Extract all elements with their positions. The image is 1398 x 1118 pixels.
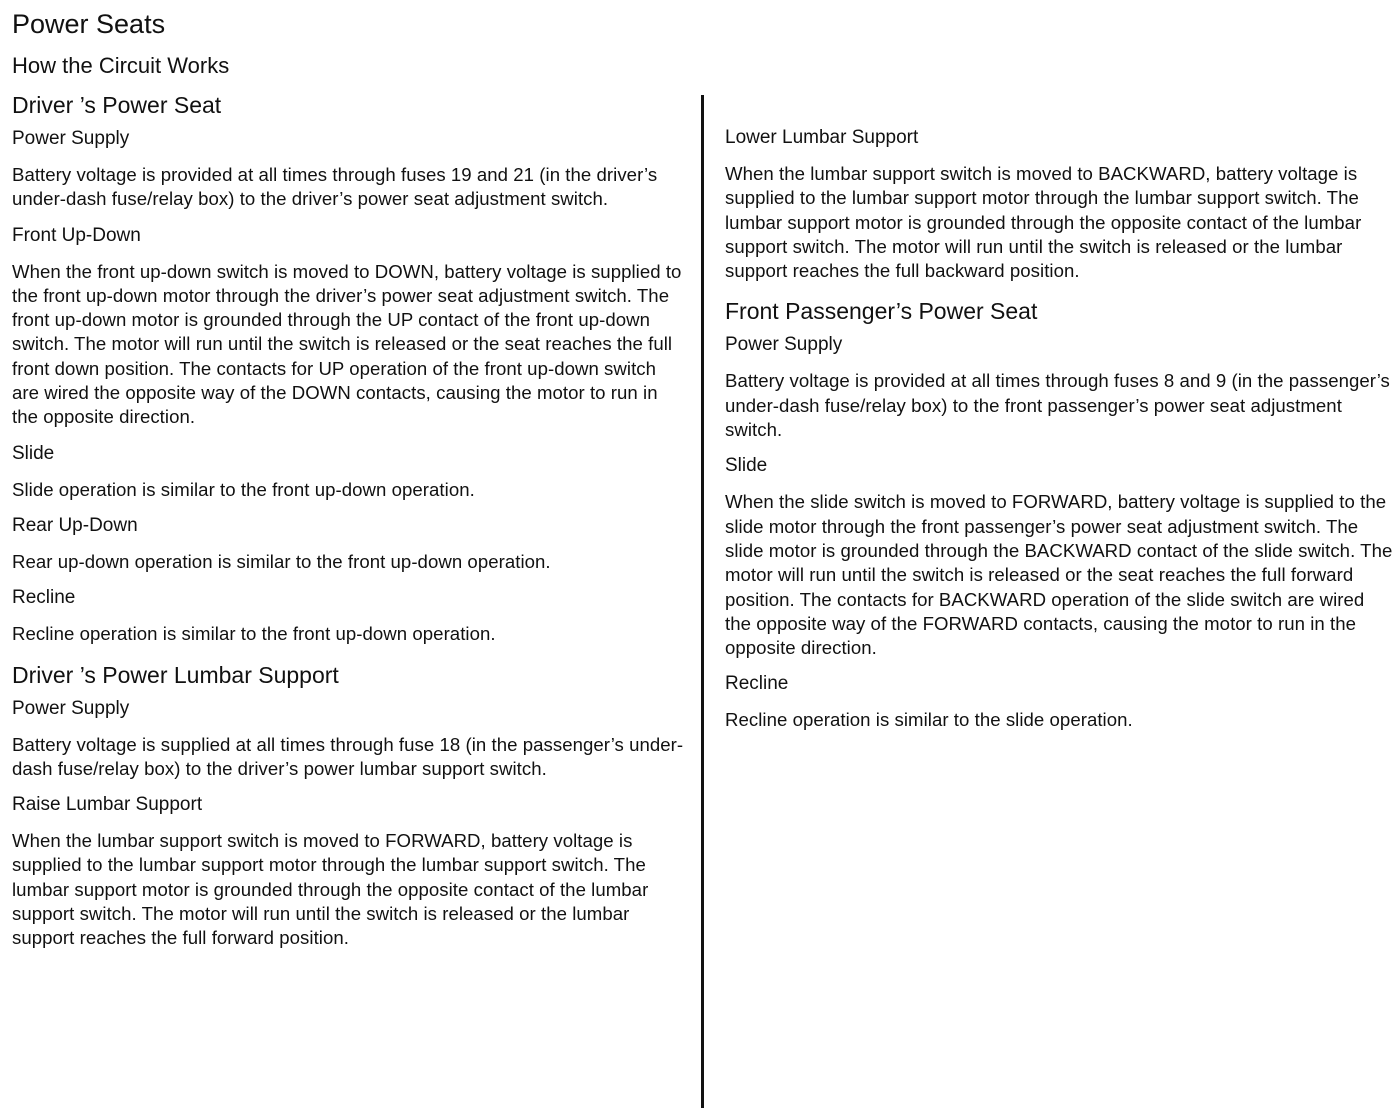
section-drivers-power-lumbar [12,659,687,951]
paragraph-passenger-power-supply: Battery voltage is provided at all times through fuses 8 and 9 (in the passenger’s under-dash fuse/relay box) to the front passenger’s power seat adjustment switch. [725,370,1390,441]
subheading-passenger-recline: Recline [725,673,789,695]
paragraph-power-supply: Battery voltage is provided at all times through fuses 19 and 21 (in the driver’s under-dash fuse/relay box) to the driver’s power seat adjustment switch. [12,164,658,210]
paragraph-front-up-down: When the front up-down switch is moved to DOWN, battery voltage is supplied to the front up-down motor through the driver’s power seat adjustment switch. The front up-down motor is grounded through the UP contact of the front up-down switch. The motor will run until the switch is released or the seat reaches the full front down position. The contacts for UP operation of the front up-down switch are wired the opposite way of the DOWN contacts, causing the motor to run in the opposite direction. [12,260,682,428]
section-lower-lumbar [725,126,1395,283]
section-front-passenger-seat [725,295,1395,732]
paragraph-lower-lumbar: When the lumbar support switch is moved to BACKWARD, battery voltage is supplied to the lumbar support motor through the lumbar support switch. The lumbar support motor is grounded through the opposite contact of the lumbar support switch. The motor will run until the switch is released or the lumbar support reaches the full backward position. [725,163,1362,282]
subheading-lower-lumbar: Lower Lumbar Support [725,127,919,148]
paragraph-lumbar-power-supply: Battery voltage is supplied at all times through fuse 18 (in the passenger’s under-dash fuse/relay box) to the driver’s power lumbar support switch. [12,733,684,779]
subheading-lumbar-power-supply: Power Supply [12,697,130,719]
left-column [12,89,687,963]
subheading-raise-lumbar: Raise Lumbar Support [12,794,203,816]
subheading-front-up-down: Front Up-Down [12,224,141,246]
right-column [725,126,1395,745]
subheading-power-supply: Power Supply [12,128,130,149]
paragraph-rear-up-down: Rear up-down operation is similar to the front up-down operation. [12,550,551,572]
section-heading-drivers-power-lumbar: Driver ’s Power Lumbar Support [12,661,339,688]
subheading-passenger-slide: Slide [725,455,768,477]
page-title: Power Seats [12,9,166,39]
paragraph-raise-lumbar: When the lumbar support switch is moved to FORWARD, battery voltage is supplied to the lumbar support motor through the lumbar support switch. The lumbar support motor is grounded through the opposite contact of the lumbar support switch. The motor will run until the switch is released or the lumbar support reaches the full forward position. [12,830,649,949]
paragraph-recline: Recline operation is similar to the front up-down operation. [12,623,496,645]
subheading-recline: Recline [12,587,76,609]
subheading-passenger-power-supply: Power Supply [725,334,843,356]
subheading-slide: Slide [12,442,55,464]
paragraph-slide: Slide operation is similar to the front up-down operation. [12,478,475,500]
paragraph-passenger-slide: When the slide switch is moved to FORWARD, battery voltage is supplied to the slide motor through the front passenger’s power seat adjustment switch. The slide motor is grounded through the BACKWARD contact of the slide switch. The motor will run until the switch is released or the seat reaches the full forward position. The contacts for BACKWARD operation of the slide switch are wired the opposite way of the FORWARD contacts, causing the motor to run in the opposite direction. [725,491,1393,659]
section-heading-front-passenger-seat: Front Passenger’s Power Seat [725,298,1038,325]
subheading-rear-up-down: Rear Up-Down [12,514,138,536]
paragraph-passenger-recline: Recline operation is similar to the slide operation. [725,709,1133,731]
section-heading-drivers-power-seat: Driver ’s Power Seat [12,92,222,118]
section-drivers-power-seat [12,89,687,647]
page-subtitle: How the Circuit Works [12,53,230,78]
column-divider [701,95,704,1108]
